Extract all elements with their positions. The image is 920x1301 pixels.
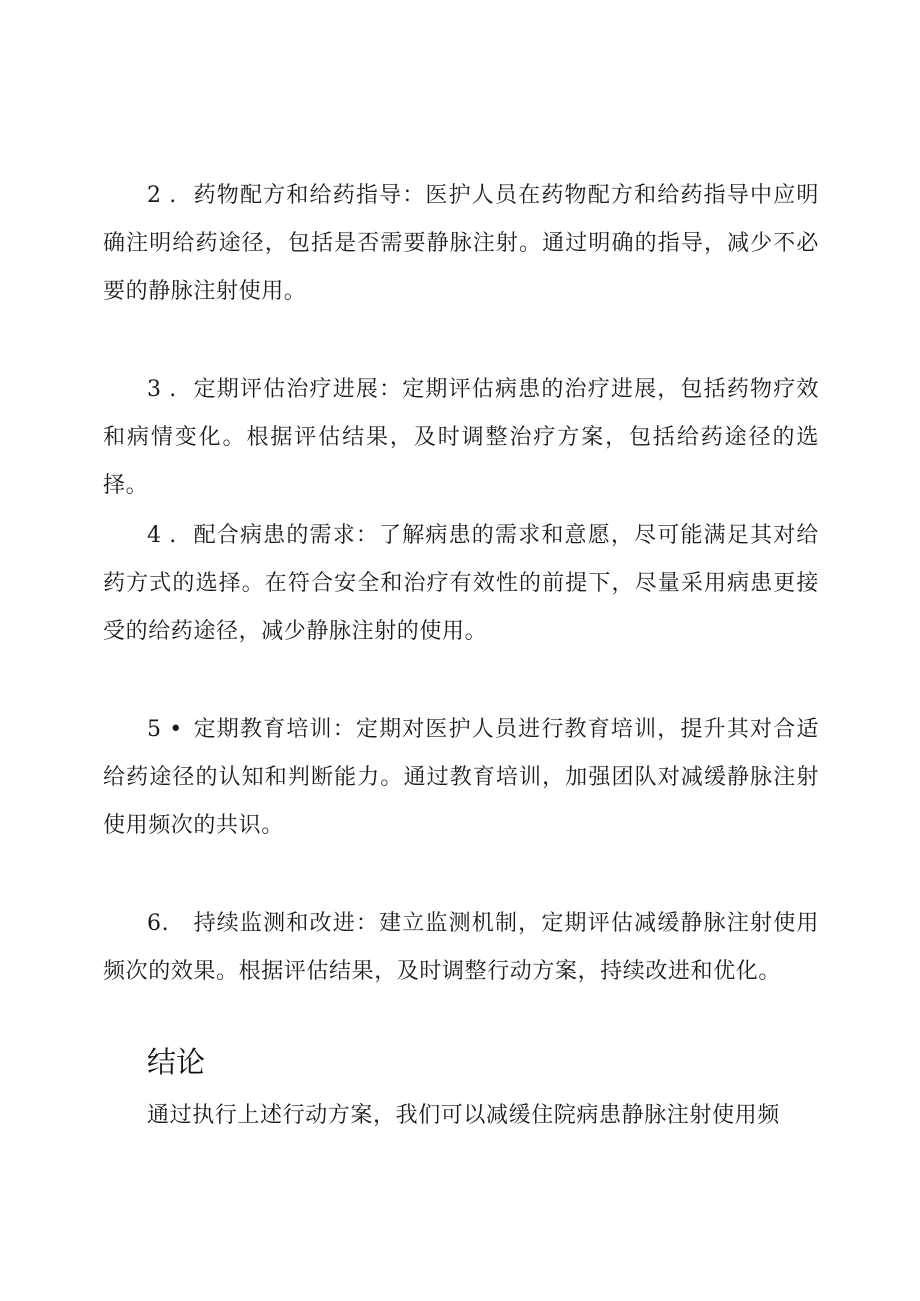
item-text: 定期评估治疗进展：定期评估病患的治疗进展，包括药物疗效和病情变化。根据评估结果，及时调整治疗方案，包括给药途径的选择。 bbox=[103, 377, 819, 498]
conclusion-paragraph: 通过执行上述行动方案，我们可以减缓住院病患静脉注射使用频 bbox=[147, 1103, 780, 1128]
item-marker: 4 . bbox=[147, 523, 177, 548]
list-item bbox=[103, 900, 819, 996]
item-marker: 5 • bbox=[147, 717, 183, 742]
list-item bbox=[103, 172, 819, 316]
conclusion-heading: 结论 bbox=[147, 1045, 206, 1079]
item-marker: 3 . bbox=[147, 377, 177, 402]
list-item bbox=[103, 512, 819, 656]
list-item bbox=[103, 706, 819, 850]
item-marker: 2 . bbox=[147, 183, 177, 208]
item-marker: 6. bbox=[147, 911, 170, 936]
item-text: 配合病患的需求：了解病患的需求和意愿，尽可能满足其对给药方式的选择。在符合安全和治疗有效性的前提下，尽量采用病患更接受的给药途径，减少静脉注射的使用。 bbox=[103, 523, 819, 644]
item-text: 持续监测和改进：建立监测机制，定期评估减缓静脉注射使用频次的效果。根据评估结果，及时调整行动方案，持续改进和优化。 bbox=[103, 911, 819, 984]
list-item bbox=[103, 366, 819, 510]
item-text: 定期教育培训：定期对医护人员进行教育培训，提升其对合适给药途径的认知和判断能力。通过教育培训，加强团队对减缓静脉注射使用频次的共识。 bbox=[103, 717, 819, 838]
item-text: 药物配方和给药指导：医护人员在药物配方和给药指导中应明确注明给药途径，包括是否需要静脉注射。通过明确的指导，减少不必要的静脉注射使用。 bbox=[103, 183, 819, 304]
